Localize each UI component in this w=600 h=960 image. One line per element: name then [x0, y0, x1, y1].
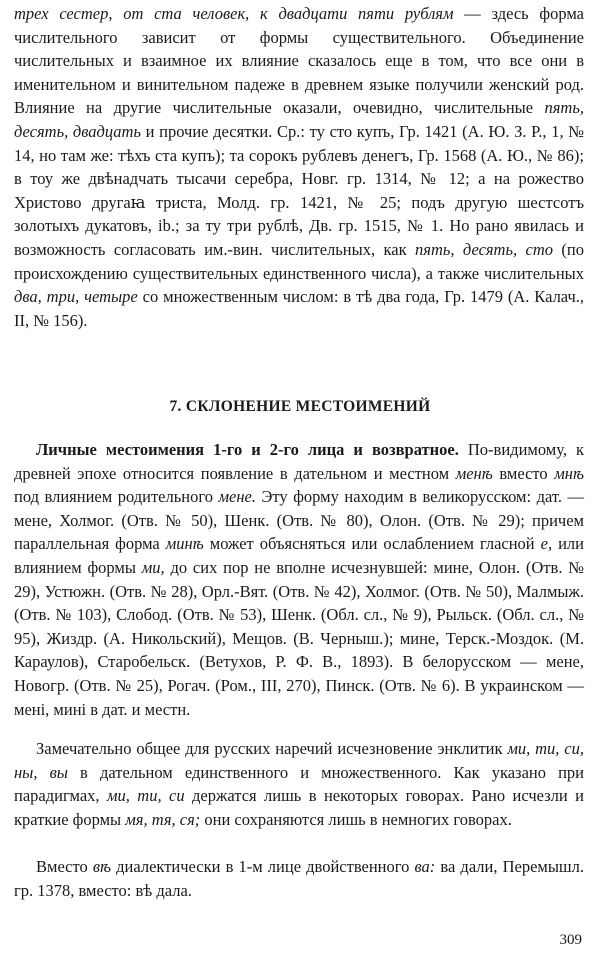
- text-run-italic: минѣ: [165, 534, 204, 554]
- text-run-normal: под влиянием родительного: [14, 487, 219, 507]
- text-run-italic: трех сестер, от ста человек, к двадцати пяти рублям: [14, 4, 454, 23]
- text-run-normal: ва дали, Перемышл. гр. 1378, вместо: вѣ дала.: [14, 857, 584, 900]
- text-run-normal: (по происхождению существительных единственного числа), а также числительных: [14, 239, 585, 283]
- text-run-normal: они сохраняются лишь в немногих говорах.: [200, 809, 512, 829]
- text-run-italic: мнѣ: [554, 463, 584, 483]
- text-run-italic: пять, десять, двадцать: [14, 98, 584, 141]
- text-run-italic: ми, ти, си: [106, 786, 185, 806]
- text-run-normal: Замечательно общее для русских наречий исчезновение энклитик: [36, 739, 508, 758]
- text-run-normal: со множественным числом: в тѣ два года, Гр. 1479 (А. Калач., II, № 156).: [14, 287, 585, 330]
- text-run-normal: диалектически в 1-м лице двойственного: [111, 857, 415, 876]
- text-run-italic: ми,: [141, 557, 165, 577]
- text-run-normal: Эту форму находим в великорусском: дат. — мене, Холмог. (Отв. № 50), Шенк. (Отв. № 80), Олон. (Отв. № 29); причем параллельная форма: [14, 487, 584, 554]
- text-run-normal: держатся лишь в некоторых говорах. Рано исчезли и краткие формы: [14, 786, 584, 829]
- section-heading: 7. СКЛОНЕНИЕ МЕСТОИМЕНИЙ: [169, 398, 431, 415]
- text-run-italic: мя, тя, ся;: [125, 809, 201, 829]
- text-run-normal: до сих пор не вполне исчезнувшей: мине, Олон. (Отв. № 29), Устюжн. (Отв. № 28), Орл.-Вят. (Отв. № 42), Холмог. (Отв. № 50), Малмыж. (Отв. № 103), Слобод. (Отв. № 53), Шенк. (Обл. сл., № 9), Рыльск. (Обл. сл., № 95), Жиздр. (А. Никольский), Мещов. (В. Черныш.); мине, Терск.-Моздок. (М. Караулов), Старобельск. (Ветухов, Р. Ф. В., 1893). В белорусском — мене, Новогр. (Отв. № 25), Рогач. (Ром., III, 270), Пинск. (Отв. № 6). В украинском — менi, минi в дат. и местн.: [14, 557, 584, 719]
- text-run-italic: два, три, четыре: [14, 287, 138, 307]
- text-run-italic: вѣ: [92, 857, 112, 876]
- text-run-italic: ва:: [414, 857, 436, 876]
- paragraph-enclitics: [14, 737, 584, 831]
- text-run-normal: — здесь форма числительного зависит от формы существительного. Объединение числительных и взаимное их влияние сказалось еще в том, что все они в именительном и винительном падеже в древнем языке получили женский род. Влияние на другие числительные оказали, очевидно, числительные: [14, 4, 584, 118]
- paragraph-dual-form: [14, 855, 584, 902]
- paragraph-numerals-agreement: [14, 2, 584, 332]
- text-run-normal: По-видимому, к древней эпохе относится появление в дательном и местном: [14, 440, 584, 483]
- paragraph-personal-pronouns: [14, 438, 584, 721]
- page-number: 309: [559, 932, 582, 948]
- text-run-italic: е,: [540, 534, 553, 554]
- text-run-normal: Вместо: [36, 857, 93, 876]
- text-run-italic: ми, ти, си, ны, вы: [14, 739, 584, 782]
- text-run-bold: Личные местоимения 1-го и 2-го лица и возвратное.: [36, 440, 459, 459]
- text-run-italic: пять, десять, сто: [415, 239, 554, 259]
- text-run-italic: менѣ: [455, 463, 493, 483]
- text-run-normal: или влиянием формы: [14, 534, 584, 577]
- text-run-normal: вместо: [492, 463, 555, 483]
- text-run-italic: мене.: [218, 487, 256, 507]
- text-run-normal: в дательном единственного и множественного. Как указано при парадигмах,: [14, 762, 584, 806]
- text-run-normal: может объясняться или ослаблением гласной: [203, 534, 541, 554]
- text-run-normal: и прочие десятки. Ср.: ту сто купъ, Гр. 1421 (А. Ю. З. Р., 1, № 14, но там же: тѣхъ ста купъ); та сорокъ рублевъ денегъ, Гр. 1568 (А. Ю., № 86); в тоу же двѣнадчать тысачи серебра, Новг. гр. 1314, № 12; а на рожество Христово другаꙗ триста, Молд. гр. 1421, № 25; подъ другую шестсотъ золотыхъ дукатовъ, ib.; за ту три рублѣ, Дв. гр. 1515, № 1. Но рано явилась и возможность согласовать им.-вин. числительных, как: [14, 121, 584, 259]
